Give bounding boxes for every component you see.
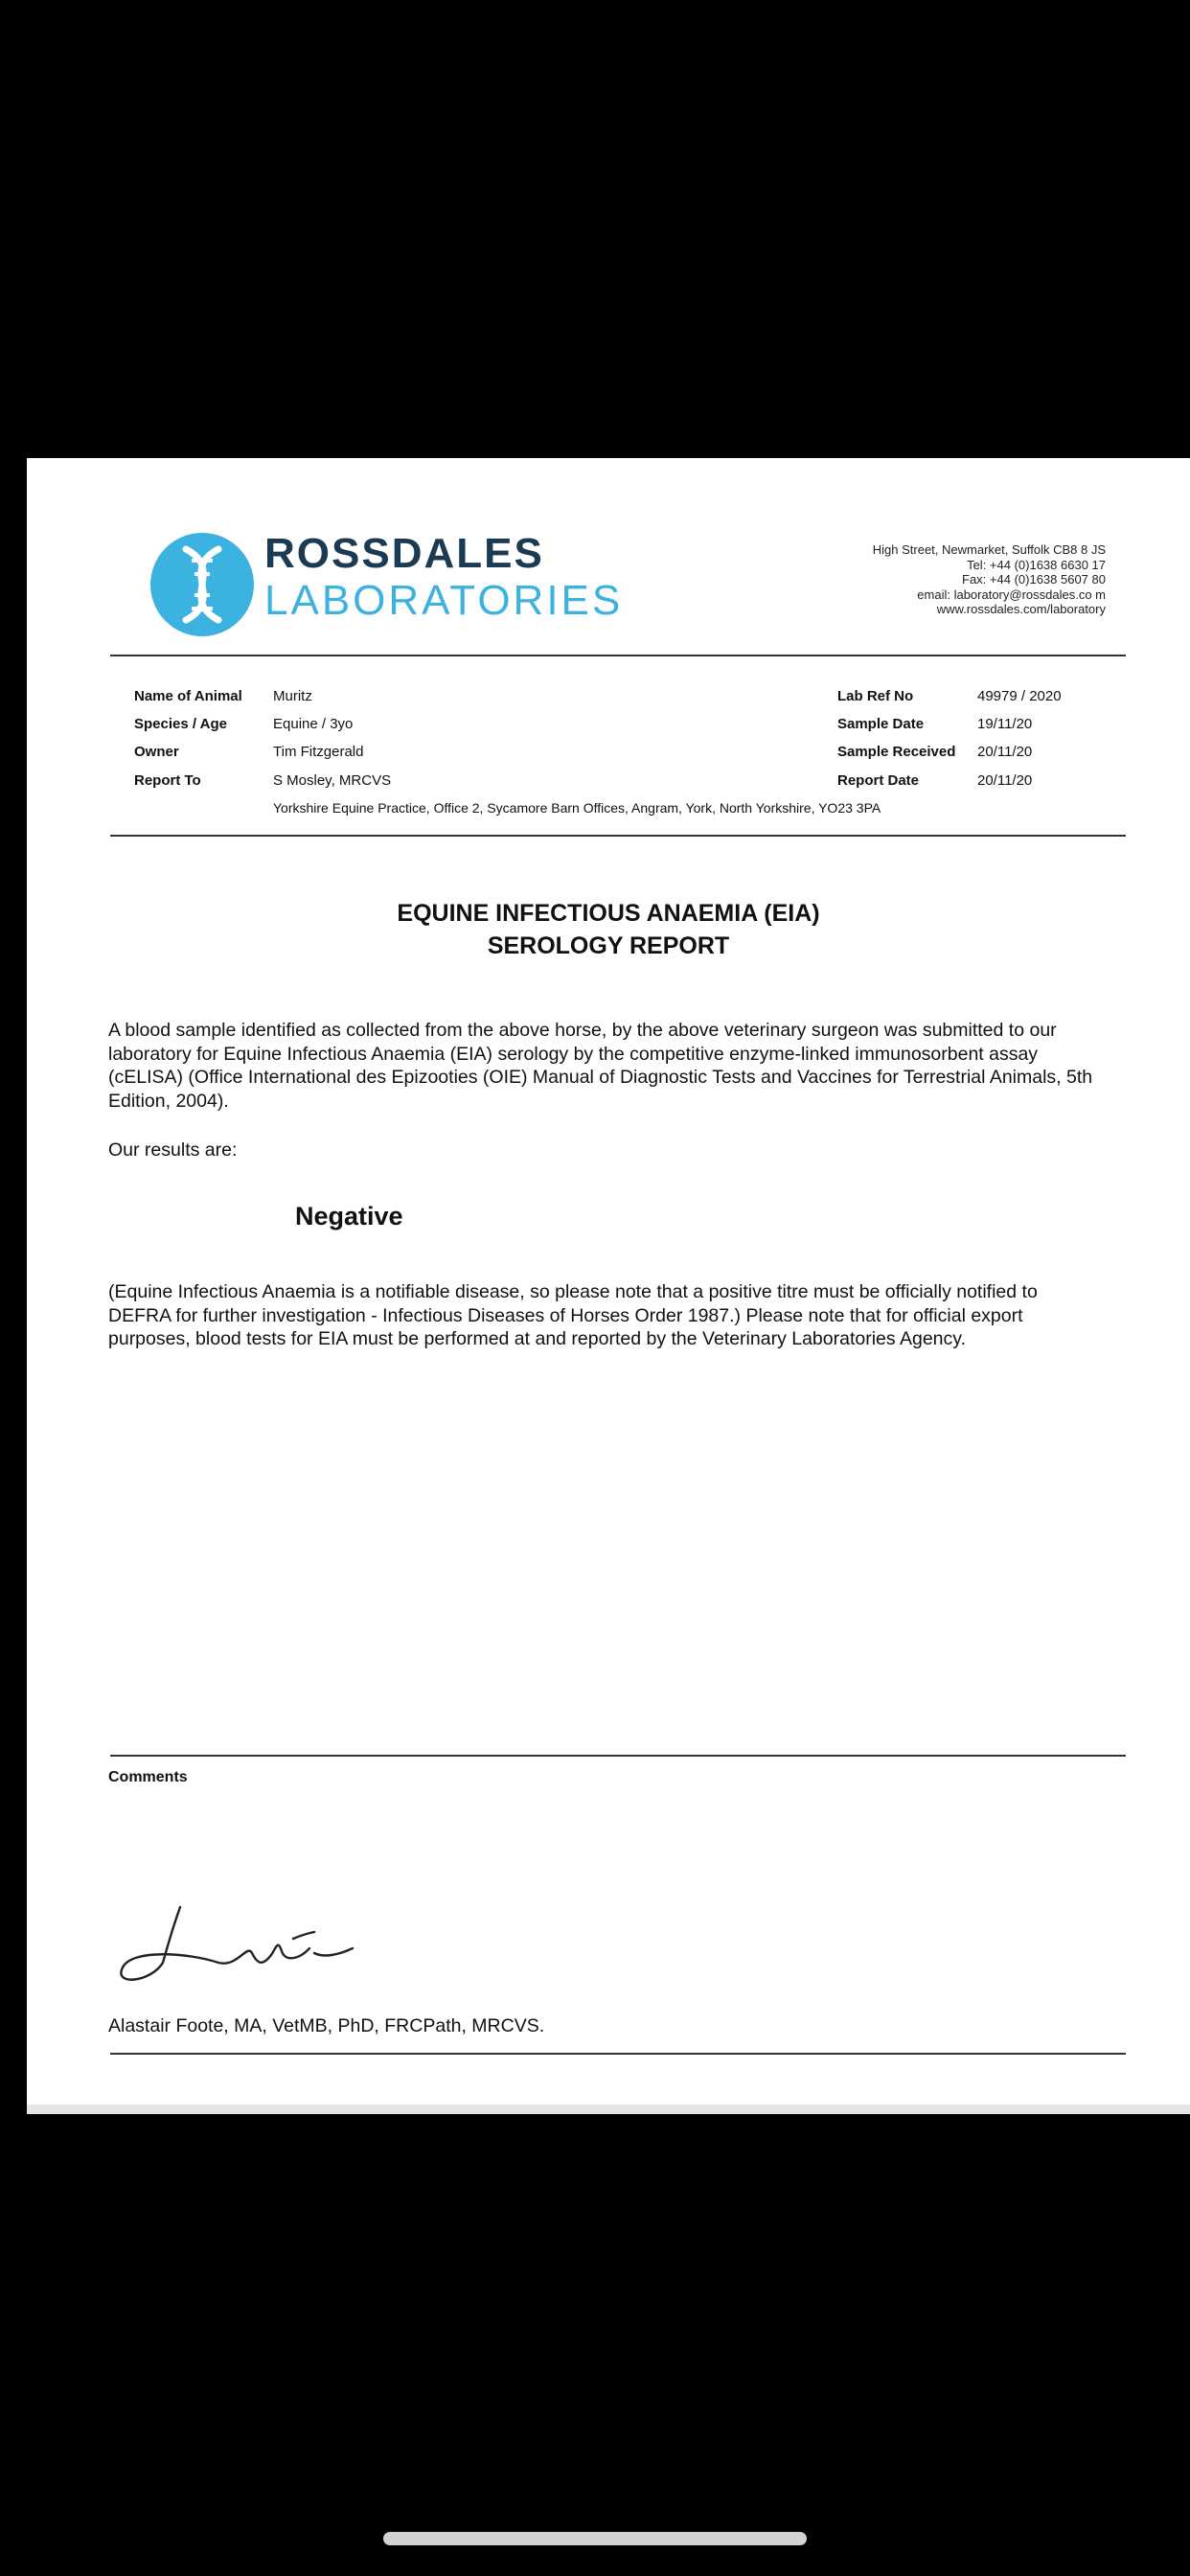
dna-logo-icon (149, 532, 255, 637)
divider (110, 655, 1126, 656)
address-line: www.rossdales.com/laboratory (936, 602, 1106, 616)
notice-paragraph: (Equine Infectious Anaemia is a notifiable disease, so please note that a positive titre must be officially notified to DEFRA for further investigation - Infectious Diseases of Horses Order 1987.) Please note that for official export purposes, blood tests for EIA must be performed at and reported by the Veterinary Laboratories Agency. (108, 1281, 1038, 1349)
intro-paragraph: A blood sample identified as collected from the above horse, by the above veterinary surgeon was submitted to our laboratory for Equine Infectious Anaemia (EIA) serology by the competitive enzyme-linked immunosorbent assay (cELISA) (Office International des Epizooties (OIE) Manual of Diagnostic Tests and Vaccines for Terrestrial Animals, 5th Edition, 2004). (108, 1020, 1093, 1112)
sample-date-label: Sample Date (837, 716, 925, 732)
comments-label: Comments (108, 1769, 188, 1785)
page-edge (27, 2104, 1190, 2114)
report-page (27, 458, 1190, 2114)
signature (113, 1896, 400, 1991)
report-date-label: Report Date (837, 772, 920, 789)
address-line: Tel: +44 (0)1638 6630 17 (967, 557, 1106, 572)
lab-address (873, 542, 1106, 617)
address-line: email: laboratory@rossdales.co m (917, 586, 1106, 602)
divider (110, 2053, 1126, 2055)
divider (110, 1755, 1126, 1757)
lab-ref-label: Lab Ref No (837, 688, 914, 704)
name-label: Name of Animal (134, 688, 242, 704)
report-title: EQUINE INFECTIOUS ANAEMIA (EIA) (397, 900, 820, 927)
sample-date-value: 19/11/20 (977, 716, 1033, 732)
address-line: Fax: +44 (0)1638 5607 80 (962, 572, 1106, 586)
sample-received-label: Sample Received (837, 744, 956, 760)
brand-name: ROSSDALES (264, 530, 544, 577)
home-indicator[interactable] (383, 2532, 807, 2545)
signer-name: Alastair Foote, MA, VetMB, PhD, FRCPath, MRCVS. (108, 2015, 545, 2036)
results-label: Our results are: (108, 1139, 238, 1161)
species-value: Equine / 3yo (273, 716, 354, 732)
address-line: High Street, Newmarket, Suffolk CB8 8 JS (872, 542, 1106, 557)
sample-received-value: 20/11/20 (977, 744, 1033, 760)
brand-subtitle: LABORATORIES (264, 577, 624, 624)
report-date-value: 20/11/20 (977, 772, 1033, 789)
species-label: Species / Age (134, 716, 227, 732)
report-to-address: Yorkshire Equine Practice, Office 2, Sycamore Barn Offices, Angram, York, North Yorkshire, YO23 3PA (273, 800, 881, 816)
result-value: Negative (295, 1202, 403, 1230)
name-value: Muritz (273, 688, 312, 704)
report-to-value: S Mosley, MRCVS (273, 772, 392, 789)
report-to-label: Report To (134, 772, 201, 789)
divider (110, 835, 1126, 837)
owner-label: Owner (134, 744, 179, 760)
lab-ref-value: 49979 / 2020 (977, 688, 1062, 704)
owner-value: Tim Fitzgerald (273, 744, 364, 760)
report-subtitle: SEROLOGY REPORT (487, 932, 730, 959)
